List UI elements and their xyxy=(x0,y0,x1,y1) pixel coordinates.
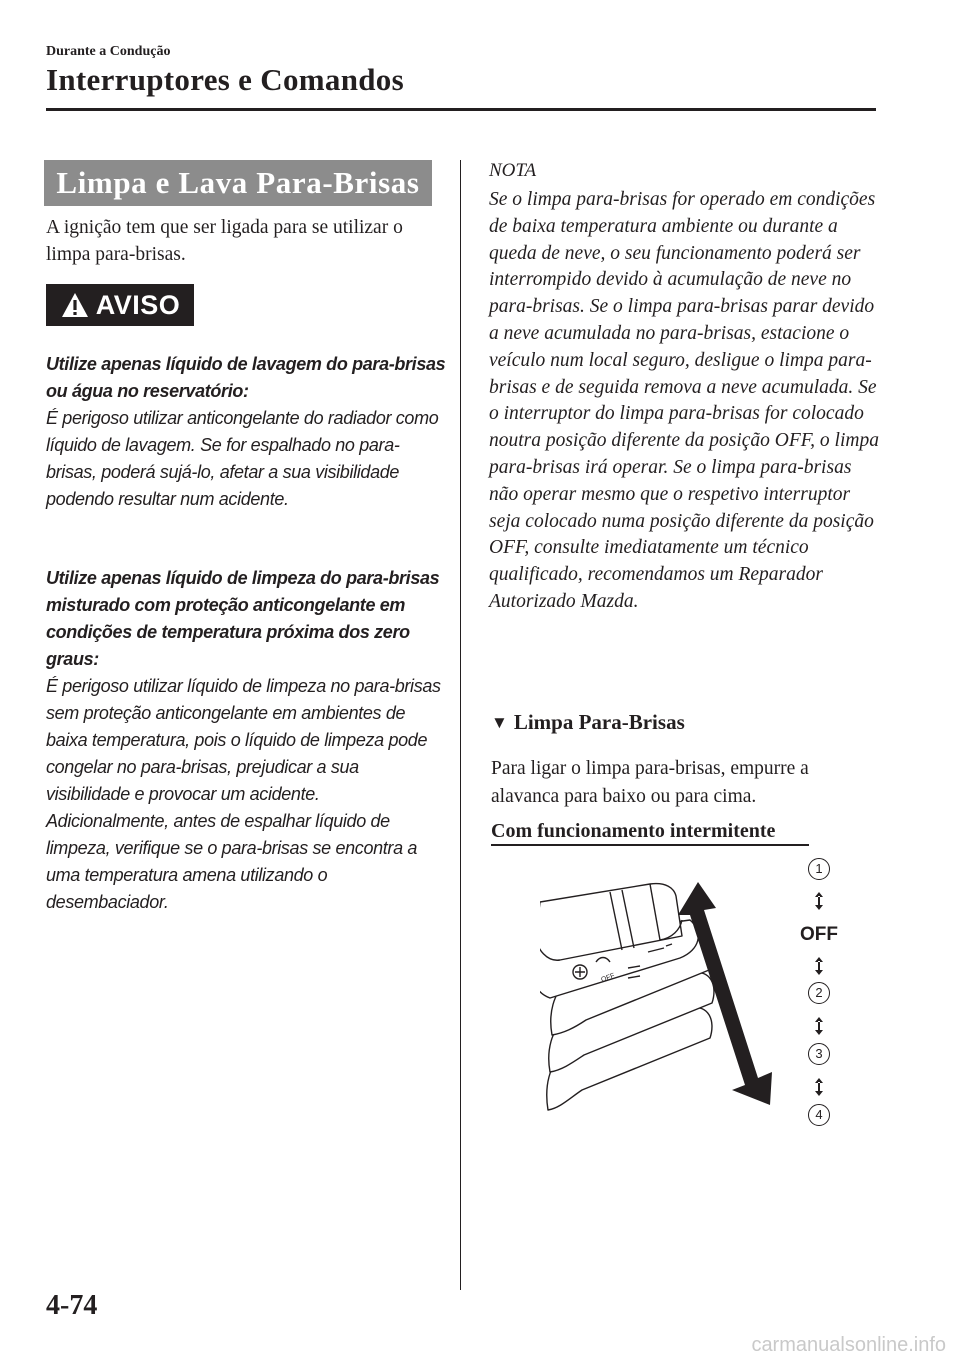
position-1-marker: 1 xyxy=(808,858,830,880)
intro-text: A ignição tem que ser ligada para se utilizar o limpa para-brisas. xyxy=(46,217,403,265)
nota-body: Se o limpa para-brisas for operado em condições de baixa temperatura ambiente ou durante a queda de neve, o seu funcionamento poderá ser interrompido devido à acumulação de neve no para-brisas. Se o limpa para-brisas parar devido a neve acumulada no para-brisas, estacione o veículo num local seguro, desligue o limpa para-brisas e de seguida remova a neve acumulada. Se o interruptor do limpa para-brisas for colocado noutra posição diferente da posição OFF, o limpa para-brisas irá operar. Se o limpa para-brisas não operar mesmo que o respetivo interruptor seja colocado numa posição diferente da posição OFF, consulte imediatamente um técnico qualificado, recomendamos um Reparador Autorizado Mazda. xyxy=(489,189,879,612)
page-number: 4-74 xyxy=(46,1290,98,1321)
aviso-badge xyxy=(46,284,194,326)
position-legend xyxy=(797,858,841,1133)
section-banner: Limpa e Lava Para-Brisas xyxy=(44,160,432,206)
warning-1-lead: Utilize apenas líquido de lavagem do para-brisas ou água no reservatório: xyxy=(46,354,446,401)
updown-arrow-icon xyxy=(811,891,827,911)
column-divider xyxy=(460,160,461,1290)
warning-block-2 xyxy=(46,565,446,916)
subsection-heading-text: Limpa Para-Brisas xyxy=(513,710,685,734)
caption-underline xyxy=(491,844,809,846)
position-4-marker: 4 xyxy=(808,1104,830,1126)
warning-2-lead: Utilize apenas líquido de limpeza do para-brisas misturado com proteção anticongelante em condições de temperatura próxima dos zero graus: xyxy=(46,568,440,669)
position-2-marker: 2 xyxy=(808,982,830,1004)
wiper-instructions: Para ligar o limpa para-brisas, empurre a alavanca para baixo ou para cima. xyxy=(491,758,809,807)
triangle-down-icon: ▼ xyxy=(491,712,508,732)
page-title: Interruptores e Comandos xyxy=(46,62,404,97)
updown-arrow-icon xyxy=(811,1077,827,1097)
position-off-label: OFF xyxy=(800,924,838,945)
nota-title: NOTA xyxy=(489,160,537,181)
watermark: carmanualsonline.info xyxy=(751,1334,946,1356)
header-section-label: Durante a Condução xyxy=(46,44,171,59)
warning-2-text: É perigoso utilizar líquido de limpeza no para-brisas sem proteção anticongelante em ambientes de baixa temperatura, pois o líquido de limpeza pode congelar no para-brisas, prejudicar a sua visibilidade e provocar um acidente. Adicionalmente, antes de espalhar líquido de limpeza, verifique se o para-brisas se encontra a uma temperatura amena utilizando o desembaciador. xyxy=(46,676,441,912)
aviso-label: AVISO xyxy=(95,289,181,320)
subsection-heading xyxy=(491,710,685,735)
updown-arrow-icon xyxy=(811,956,827,976)
warning-triangle-icon xyxy=(60,291,90,319)
updown-arrow-icon xyxy=(811,1016,827,1036)
figure-caption: Com funcionamento intermitente xyxy=(491,820,776,842)
header-rule xyxy=(46,108,876,111)
lever-off-label: OFF xyxy=(600,972,616,984)
wiper-lever-illustration xyxy=(540,880,785,1130)
warning-block-1 xyxy=(46,351,446,513)
position-3-marker: 3 xyxy=(808,1043,830,1065)
warning-1-text: É perigoso utilizar anticongelante do radiador como líquido de lavagem. Se for espalhado no para-brisas, poderá sujá-lo, afetar a sua visibilidade podendo resultar num acidente. xyxy=(46,408,439,509)
